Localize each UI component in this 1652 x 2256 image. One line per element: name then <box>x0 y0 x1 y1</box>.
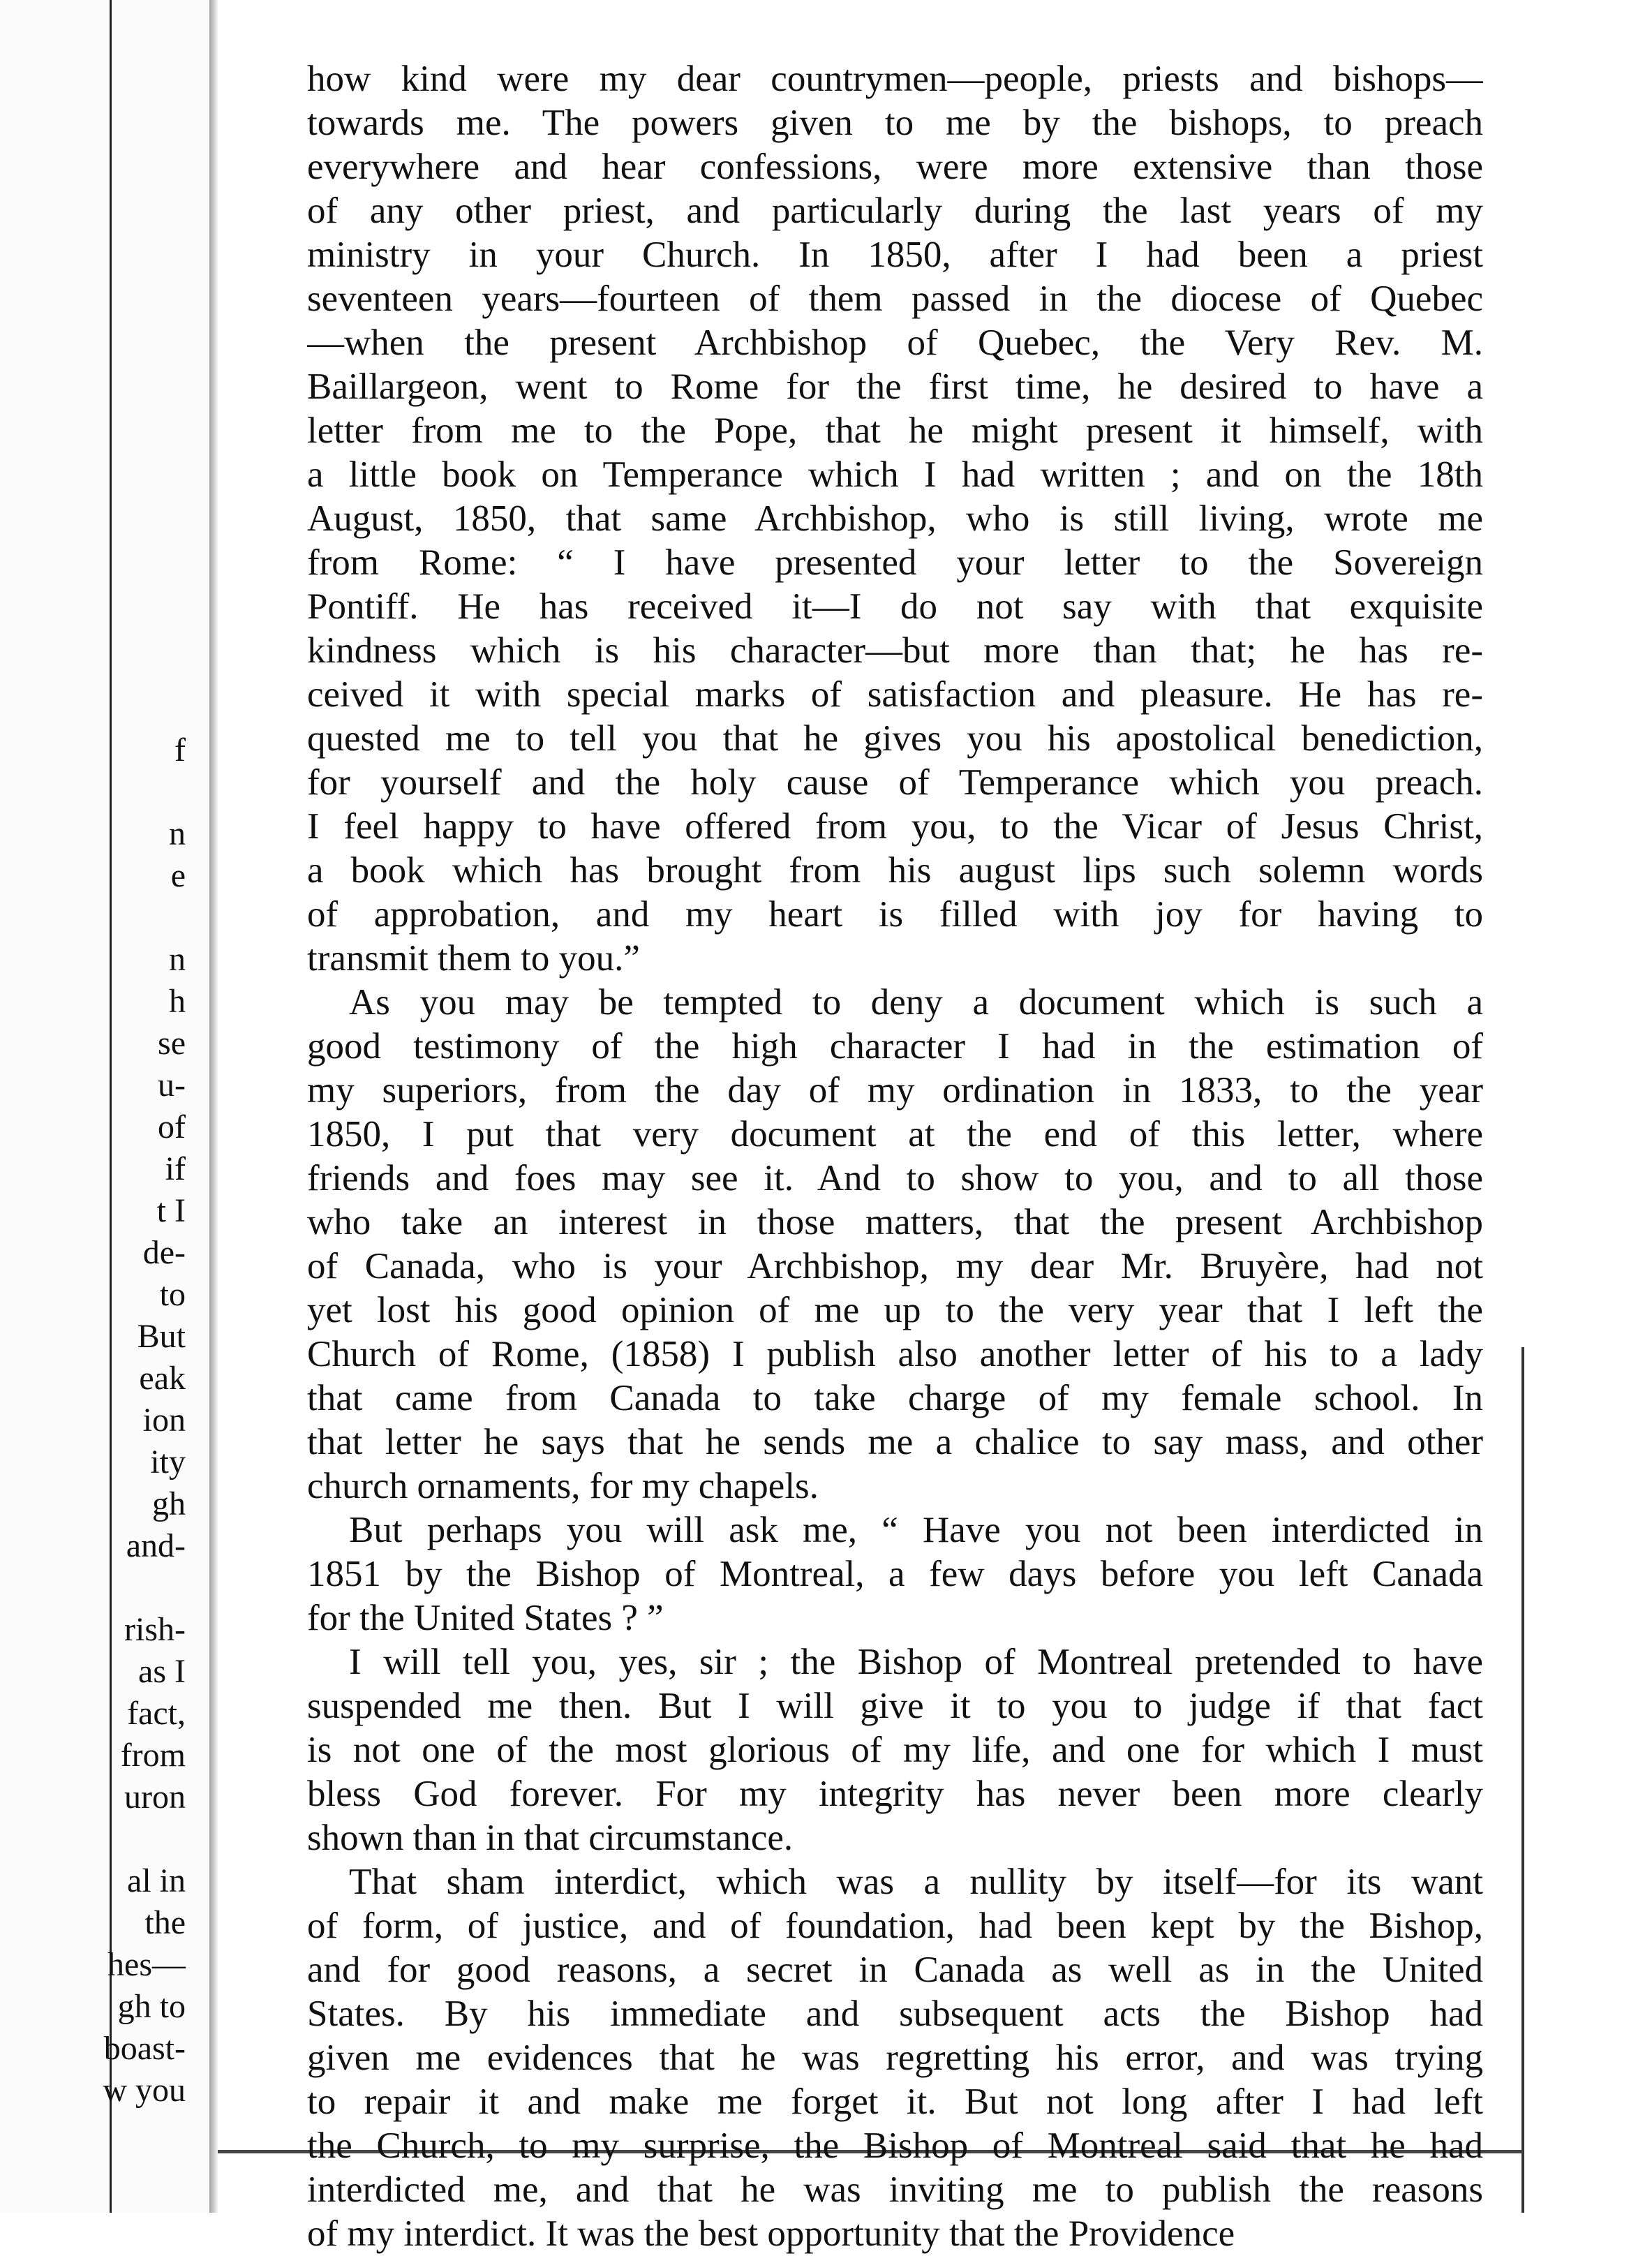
text-line: church ornaments, for my chapels. <box>307 1466 819 1506</box>
text-line: and for good reasons, a secret in Canada as well as in the United <box>307 1950 1483 1990</box>
facing-page-fragment: al in <box>127 1862 186 1899</box>
text-line: friends and foes may see it. And to show to you, and to all those <box>307 1158 1483 1198</box>
text-line: ministry in your Church. In 1850, after I had been a priest <box>307 235 1483 275</box>
text-line: I will tell you, yes, sir ; the Bishop of Montreal pretended to have <box>349 1642 1483 1682</box>
text-line: interdicted me, and that he was inviting me to publish the reasons <box>307 2169 1483 2210</box>
facing-page-fragment: eak <box>139 1360 186 1397</box>
text-line: yet lost his good opinion of me up to the very year that I left the <box>307 1290 1483 1330</box>
facing-page-fragment: hes— <box>107 1946 186 1983</box>
text-line: everywhere and hear confessions, were more extensive than those <box>307 147 1483 187</box>
text-line: Pontiff. He has received it—I do not say with that exquisite <box>307 586 1483 627</box>
text-line: of approbation, and my heart is filled with joy for having to <box>307 894 1483 935</box>
text-line: States. By his immediate and subsequent acts the Bishop had <box>307 1994 1483 2034</box>
text-line: to repair it and make me forget it. But not long after I had left <box>307 2081 1483 2122</box>
facing-page-fragment: if <box>165 1150 186 1187</box>
page-binding-shadow <box>209 0 218 2213</box>
text-line: the Church, to my surprise, the Bishop of Montreal said that he had <box>307 2125 1483 2166</box>
facing-page-fragment <box>60 1818 186 1860</box>
text-line: who take an interest in those matters, that the present Archbishop <box>307 1202 1483 1242</box>
paragraph <box>307 1640 1483 1860</box>
facing-page-fragment: u- <box>158 1067 186 1104</box>
facing-page-fragment: de- <box>142 1234 186 1271</box>
facing-page-fragment: h <box>169 983 186 1020</box>
paragraph <box>307 1860 1483 2256</box>
text-line: 1851 by the Bishop of Montreal, a few days before you left Canada <box>307 1554 1483 1594</box>
facing-page-fragment: rish- <box>124 1611 186 1648</box>
text-line: bless God forever. For my integrity has never been more clearly <box>307 1774 1483 1814</box>
text-line: for yourself and the holy cause of Temperance which you preach. <box>307 762 1483 803</box>
text-line: of Canada, who is your Archbishop, my dear Mr. Bruyère, had not <box>307 1246 1483 1286</box>
facing-page-fragment <box>60 1567 186 1609</box>
paragraph <box>307 981 1483 1508</box>
page-body-text <box>307 57 1483 2256</box>
facing-page-fragment: ity <box>150 1444 186 1480</box>
facing-page-fragment: from <box>120 1737 186 1774</box>
text-line: But perhaps you will ask me, “ Have you not been interdicted in <box>349 1510 1483 1550</box>
facing-page-strip <box>0 0 209 2213</box>
facing-page-fragment: the <box>144 1904 186 1941</box>
text-line: for the United States ? ” <box>307 1598 664 1638</box>
text-line: from Rome: “ I have presented your letter to the Sovereign <box>307 542 1483 583</box>
facing-page-fragment: se <box>158 1025 186 1062</box>
facing-page-fragment: n <box>169 815 186 852</box>
text-line: shown than in that circumstance. <box>307 1818 794 1858</box>
facing-page-fragment: f <box>174 732 186 769</box>
text-line: kindness which is his character—but more than that; he has re- <box>307 630 1483 671</box>
text-line: that letter he says that he sends me a chalice to say mass, and other <box>307 1422 1483 1462</box>
text-line: given me evidences that he was regretting his error, and was trying <box>307 2038 1483 2078</box>
text-line: is not one of the most glorious of my life, and one for which I must <box>307 1730 1483 1770</box>
facing-page-fragment: gh <box>152 1485 186 1522</box>
facing-page-fragment: gh to <box>117 1988 186 2025</box>
text-line: Church of Rome, (1858) I publish also another letter of his to a lady <box>307 1334 1483 1374</box>
facing-page-fragment: t I <box>156 1192 186 1229</box>
text-line: of my interdict. It was the best opportunity that the Providence <box>307 2213 1235 2254</box>
facing-page-text-fragments <box>60 729 186 2112</box>
text-line: of any other priest, and particularly during the last years of my <box>307 191 1483 231</box>
text-line: that came from Canada to take charge of my female school. In <box>307 1378 1483 1418</box>
paragraph <box>307 57 1483 981</box>
text-line: good testimony of the high character I had in the estimation of <box>307 1026 1483 1067</box>
facing-page-fragment: of <box>158 1108 186 1145</box>
text-line: Baillargeon, went to Rome for the first time, he desired to have a <box>307 366 1483 407</box>
text-line: towards me. The powers given to me by the bishops, to preach <box>307 103 1483 143</box>
text-line: a book which has brought from his august lips such solemn words <box>307 850 1483 891</box>
text-line: suspended me then. But I will give it to you to judge if that fact <box>307 1686 1483 1726</box>
text-line: August, 1850, that same Archbishop, who is still living, wrote me <box>307 498 1483 539</box>
text-line: ceived it with special marks of satisfaction and pleasure. He has re- <box>307 674 1483 715</box>
text-line: my superiors, from the day of my ordination in 1833, to the year <box>307 1070 1483 1111</box>
text-line: —when the present Archbishop of Quebec, the Very Rev. M. <box>307 322 1483 363</box>
facing-page-fragment: w you <box>103 2072 186 2109</box>
facing-page-fragment: n <box>169 941 186 978</box>
text-line: letter from me to the Pope, that he might present it himself, with <box>307 410 1483 451</box>
text-line: how kind were my dear countrymen—people, priests and bishops— <box>307 59 1483 99</box>
paragraph <box>307 1508 1483 1640</box>
facing-page-fragment: boast- <box>103 2030 186 2067</box>
facing-page-fragment: as I <box>138 1653 186 1690</box>
text-line: a little book on Temperance which I had written ; and on the 18th <box>307 454 1483 495</box>
text-line: seventeen years—fourteen of them passed in the diocese of Quebec <box>307 279 1483 319</box>
text-line: 1850, I put that very document at the end of this letter, where <box>307 1114 1483 1155</box>
facing-page-fragment: fact, <box>127 1695 186 1732</box>
facing-page-fragment: But <box>137 1318 186 1355</box>
facing-page-fragment: and- <box>126 1527 186 1564</box>
text-line: I feel happy to have offered from you, to the Vicar of Jesus Christ, <box>307 806 1483 847</box>
text-line: transmit them to you.” <box>307 938 640 979</box>
facing-page-fragment <box>60 771 186 813</box>
facing-page-fragment: e <box>170 857 186 894</box>
facing-page-fragment <box>60 897 186 939</box>
facing-page-fragment: uron <box>124 1779 186 1816</box>
facing-page-fragment: to <box>159 1276 186 1313</box>
text-line: of form, of justice, and of foundation, had been kept by the Bishop, <box>307 1906 1483 1946</box>
page-right-edge <box>1521 1347 1524 2213</box>
facing-page-fragment: ion <box>142 1402 186 1439</box>
text-line: quested me to tell you that he gives you his apostolical benediction, <box>307 718 1483 759</box>
text-line: That sham interdict, which was a nullity by itself—for its want <box>349 1862 1483 1902</box>
text-line: As you may be tempted to deny a document which is such a <box>349 982 1483 1023</box>
